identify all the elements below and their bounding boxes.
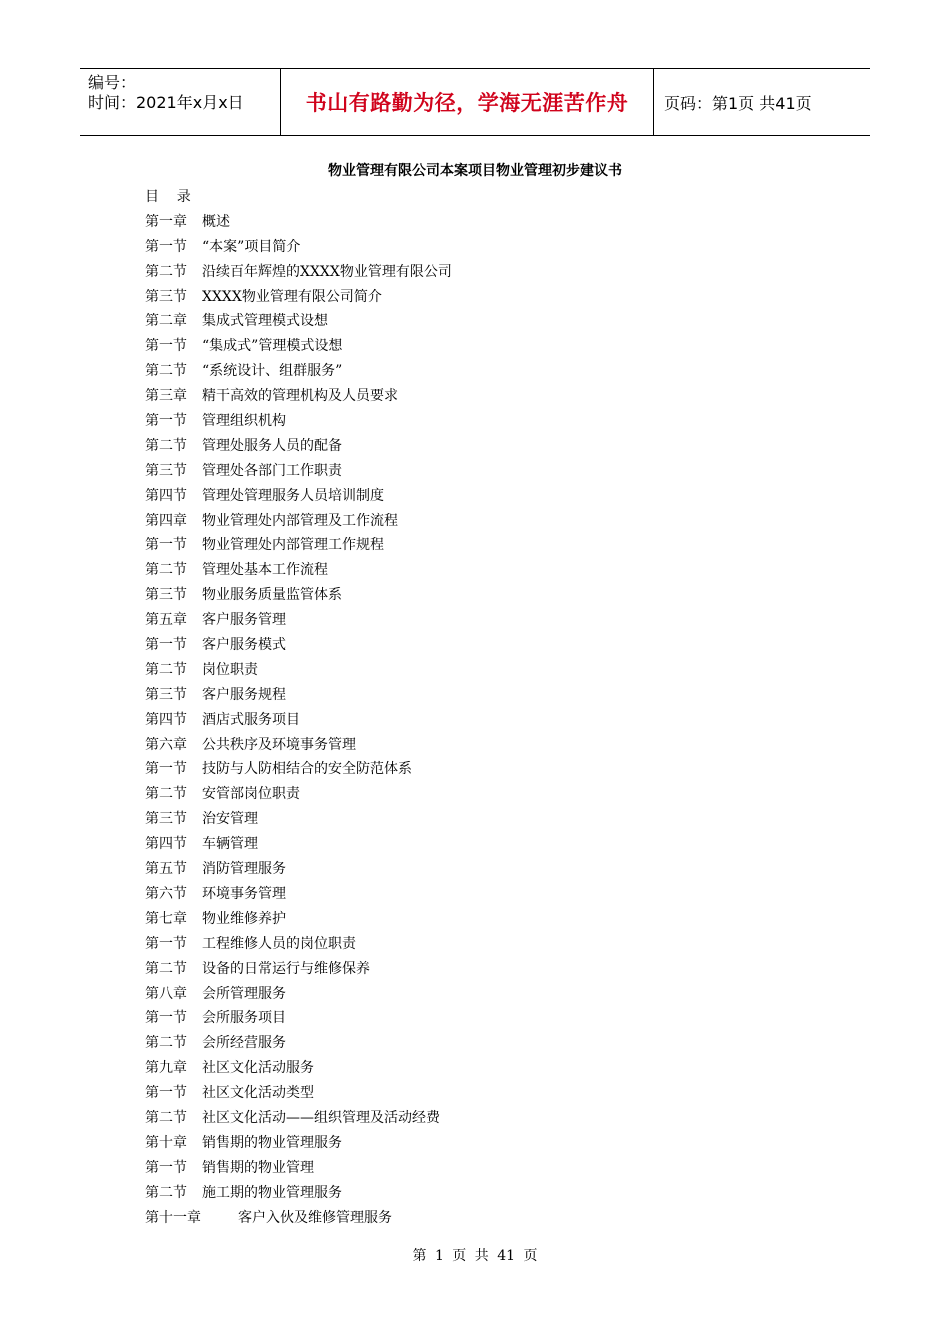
toc-entry-number: 第三节: [145, 587, 187, 604]
toc-entry: [145, 359, 452, 384]
toc-entry-title: 精干高效的管理机构及人员要求: [202, 388, 398, 405]
toc-entry-number: 第五节: [145, 861, 187, 878]
toc-entry-number: 第二节: [145, 1109, 187, 1126]
toc-entry: [145, 260, 452, 285]
toc-entry: [145, 285, 452, 310]
toc-entry: [145, 882, 452, 907]
toc-entry-number: 第二节: [145, 437, 187, 454]
toc-entry: [145, 533, 452, 558]
document-title: 物业管理有限公司本案项目物业管理初步建议书: [328, 163, 622, 179]
toc-entry: [145, 1056, 452, 1081]
toc-entry: [145, 982, 452, 1007]
toc-entry-number: 第三节: [145, 686, 187, 703]
toc-entry-title: 设备的日常运行与维修保养: [202, 960, 370, 977]
toc-entry-title: 岗位职责: [202, 661, 258, 678]
toc-entry: [145, 857, 452, 882]
page-info: 页码：第1页 共41页: [664, 93, 812, 113]
toc-entry: [145, 484, 452, 509]
toc-entry: [145, 782, 452, 807]
toc-entry-number: 第九章: [145, 1060, 187, 1077]
toc-entry: [145, 1006, 452, 1031]
toc-entry: [145, 658, 452, 683]
toc-entry: [145, 957, 452, 982]
toc-entry-title: “集成式”管理模式设想: [202, 338, 343, 355]
toc-entry-number: 第一节: [145, 637, 187, 654]
toc-entry: [145, 384, 452, 409]
toc-entry-title: 物业管理处内部管理及工作流程: [202, 512, 398, 529]
page-footer: 第 1 页 共 41 页: [412, 1248, 538, 1264]
toc-entry-number: 第三节: [145, 462, 187, 479]
toc-entry-number: 第二节: [145, 263, 187, 280]
toc-entry-number: 第三节: [145, 811, 187, 828]
toc-entry-title: 客户入伙及维修管理服务: [238, 1209, 392, 1226]
toc-entry: [145, 907, 452, 932]
toc-entry-number: 第二节: [145, 562, 187, 579]
toc-entry-title: 安管部岗位职责: [202, 786, 300, 803]
toc-entry-number: 第一节: [145, 1085, 187, 1102]
toc-entry-title: 客户服务管理: [202, 612, 286, 629]
toc-entry-title: 沿续百年辉煌的XXXX物业管理有限公司: [202, 263, 452, 280]
toc-entry: [145, 434, 452, 459]
toc-entry-number: 第一节: [145, 537, 187, 554]
toc-entry-number: 第六章: [145, 736, 187, 753]
toc-entry-title: 管理处服务人员的配备: [202, 437, 342, 454]
toc-entry-title: 物业管理处内部管理工作规程: [202, 537, 384, 554]
toc-entry-title: 集成式管理模式设想: [202, 313, 328, 330]
toc-entry-number: 第三节: [145, 288, 187, 305]
toc-entry-title: 社区文化活动服务: [202, 1060, 314, 1077]
toc-entry-title: 消防管理服务: [202, 861, 286, 878]
toc-entry: [145, 509, 452, 534]
toc-entry: [145, 459, 452, 484]
toc-entry-title: 技防与人防相结合的安全防范体系: [202, 761, 412, 778]
toc-entry-title: 公共秩序及环境事务管理: [202, 736, 356, 753]
toc-entry-number: 第八章: [145, 985, 187, 1002]
toc-entry-title: 物业维修养护: [202, 910, 286, 927]
toc-entry: [145, 1031, 452, 1056]
toc-entry: [145, 633, 452, 658]
number-label: 编号：: [88, 73, 137, 92]
toc-entry-number: 第五章: [145, 612, 187, 629]
toc-entry: [145, 583, 452, 608]
header-left-cell: [80, 69, 281, 135]
toc-entry: [145, 932, 452, 957]
toc-entry: [145, 683, 452, 708]
motto-text: 书山有路勤为径，学海无涯苦作舟: [305, 91, 629, 115]
toc-entry-number: 第二节: [145, 786, 187, 803]
toc-entry-number: 第一节: [145, 935, 187, 952]
toc-entry-title: 酒店式服务项目: [202, 711, 300, 728]
table-of-contents: [145, 185, 452, 1230]
toc-entry: [145, 608, 452, 633]
toc-entry: [145, 409, 452, 434]
toc-entry-number: 第七章: [145, 910, 187, 927]
toc-entry-number: 第一节: [145, 1159, 187, 1176]
toc-entry: [145, 733, 452, 758]
header-motto-cell: [281, 69, 654, 135]
toc-entry-title: 销售期的物业管理: [202, 1159, 314, 1176]
toc-entry-number: 第一节: [145, 238, 187, 255]
toc-entry-number: 第十章: [145, 1134, 187, 1151]
toc-entry-number: 第六节: [145, 885, 187, 902]
toc-entry-title: “本案”项目简介: [202, 238, 301, 255]
toc-entry-number: 第二节: [145, 1035, 187, 1052]
toc-entry-number: 第二节: [145, 363, 187, 380]
toc-entry: [145, 334, 452, 359]
toc-entry-title: 社区文化活动类型: [202, 1085, 314, 1102]
toc-entry-number: 第四节: [145, 836, 187, 853]
toc-entry: [145, 1181, 452, 1206]
toc-entry-number: 第十一章: [145, 1209, 201, 1226]
toc-entry-number: 第一节: [145, 761, 187, 778]
toc-entry-number: 第三章: [145, 388, 187, 405]
toc-entry: [145, 309, 452, 334]
toc-entry-title: 管理处基本工作流程: [202, 562, 328, 579]
toc-entry-title: XXXX物业管理有限公司简介: [202, 288, 382, 305]
toc-entry-number: 第二章: [145, 313, 187, 330]
time-label: 时间：2021年x月x日: [88, 93, 244, 112]
toc-entry: [145, 1156, 452, 1181]
header-page-info-cell: [654, 69, 870, 135]
toc-entry-title: 会所管理服务: [202, 985, 286, 1002]
toc-entry-number: 第四章: [145, 512, 187, 529]
toc-entry: [145, 807, 452, 832]
toc-entry-title: 环境事务管理: [202, 885, 286, 902]
toc-entry-title: 社区文化活动——组织管理及活动经费: [202, 1109, 440, 1126]
toc-entry-title: 治安管理: [202, 811, 258, 828]
toc-entry-title: 管理处各部门工作职责: [202, 462, 342, 479]
toc-entry-title: 销售期的物业管理服务: [202, 1134, 342, 1151]
toc-entry: [145, 1081, 452, 1106]
toc-entry-title: 管理组织机构: [202, 413, 286, 430]
toc-entry-title: 工程维修人员的岗位职责: [202, 935, 356, 952]
toc-entry-number: 第一节: [145, 413, 187, 430]
toc-entry-title: 概述: [202, 213, 230, 230]
toc-entry-number: 第四节: [145, 487, 187, 504]
toc-entry-number: 第二节: [145, 960, 187, 977]
toc-entry: [145, 1106, 452, 1131]
toc-entry-number: 第四节: [145, 711, 187, 728]
toc-entry-title: 施工期的物业管理服务: [202, 1184, 342, 1201]
toc-entry: [145, 1206, 452, 1231]
toc-entry-title: 客户服务规程: [202, 686, 286, 703]
toc-entry-number: 第一节: [145, 1010, 187, 1027]
toc-entry: [145, 210, 452, 235]
toc-entry-number: 第二节: [145, 1184, 187, 1201]
toc-entry: [145, 708, 452, 733]
toc-entry-title: 客户服务模式: [202, 637, 286, 654]
page-header: [80, 68, 870, 136]
toc-entry-title: 物业服务质量监管体系: [202, 587, 342, 604]
toc-entry-title: 会所经营服务: [202, 1035, 286, 1052]
toc-entry-title: 管理处管理服务人员培训制度: [202, 487, 384, 504]
toc-entry: [145, 558, 452, 583]
toc-entry: [145, 1131, 452, 1156]
toc-heading-text: 目 录: [145, 189, 191, 205]
toc-heading: [145, 185, 452, 210]
toc-entry-title: “系统设计、组群服务”: [202, 363, 343, 380]
toc-entry: [145, 757, 452, 782]
toc-entry: [145, 235, 452, 260]
toc-entry-title: 车辆管理: [202, 836, 258, 853]
toc-entry-number: 第二节: [145, 661, 187, 678]
toc-entry-title: 会所服务项目: [202, 1010, 286, 1027]
toc-entry-number: 第一节: [145, 338, 187, 355]
toc-entry: [145, 832, 452, 857]
toc-entry-number: 第一章: [145, 213, 187, 230]
